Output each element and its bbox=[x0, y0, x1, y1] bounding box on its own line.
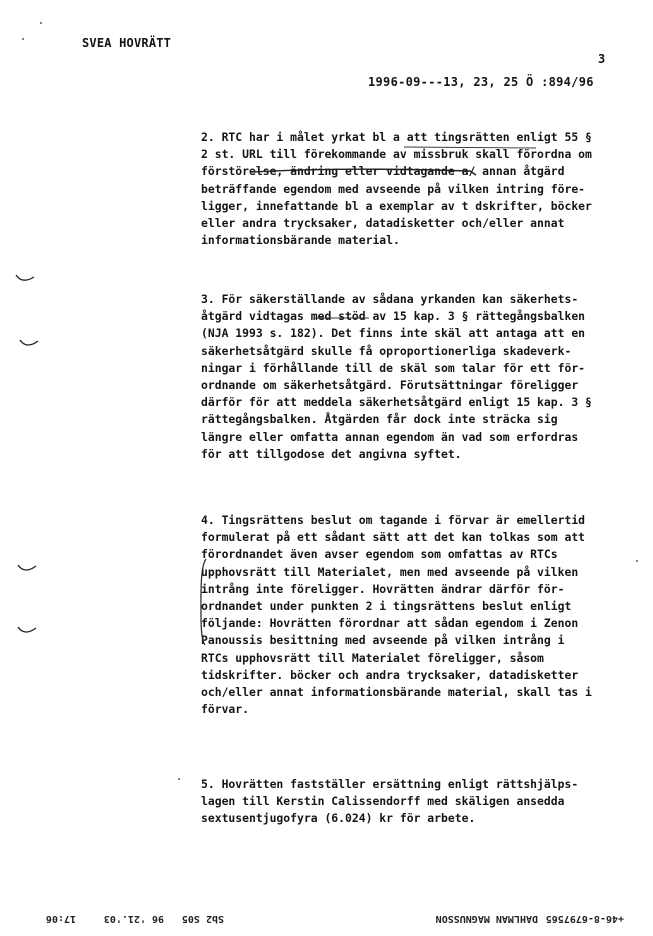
scan-speck bbox=[40, 22, 42, 24]
paragraph-line: säkerhetsåtgärd skulle få oproportionerliga skadeverk- bbox=[201, 343, 572, 358]
paragraph-line: ordnande om säkerhetsåtgärd. Förutsättningar föreligger bbox=[201, 378, 579, 393]
paragraph-4 bbox=[201, 512, 621, 718]
fax-header-footer bbox=[24, 908, 624, 924]
paragraph-line: 4. Tingsrättens beslut om tagande i förvar är emellertid bbox=[201, 513, 586, 527]
paragraph-line: därför för att meddela säkerhetsåtgärd enligt 15 kap. 3 § bbox=[201, 395, 592, 410]
paragraph-line: följande: Hovrätten förordnar att sådan egendom i Zenon bbox=[201, 616, 579, 631]
handwritten-underline bbox=[250, 162, 480, 182]
scan-speck bbox=[22, 38, 24, 40]
paragraph-line: förvar. bbox=[201, 702, 250, 717]
paragraph-line: längre eller omfatta annan egendom än vad som erfordras bbox=[201, 429, 579, 444]
paragraph-line: ordnandet under punkten 2 i tingsrättens beslut enligt bbox=[201, 599, 572, 614]
paragraph-line: 2 st. URL till förekommande av missbruk skall förordna om bbox=[201, 147, 592, 162]
paragraph-line: beträffande egendom med avseende på vilken intring före- bbox=[201, 181, 586, 196]
paragraph-line: RTCs upphovsrätt till Materialet föreligger, såsom bbox=[201, 650, 544, 665]
handwritten-underline bbox=[402, 142, 542, 152]
paragraph-line: (NJA 1993 s. 182). Det finns inte skäl att antaga att en bbox=[201, 326, 586, 341]
paragraph-line: upphovsrätt till Materialet, men med avseende på vilken bbox=[201, 564, 579, 579]
paragraph-3 bbox=[201, 291, 621, 463]
paragraph-line: 3. För säkerställande av sådana yrkanden kan säkerhets- bbox=[201, 292, 579, 306]
paragraph-line: Panoussis besittning med avseende på vilken intrång i bbox=[201, 633, 565, 648]
fax-pages: Sb2 S05 bbox=[181, 913, 224, 924]
paragraph-line: förstörelse, ändring eller vidtagande a/ annan åtgärd bbox=[201, 164, 565, 179]
check-mark-icon bbox=[18, 337, 40, 349]
check-mark-icon bbox=[16, 624, 38, 636]
paragraph-line: åtgärd vidtagas med stöd av 15 kap. 3 § rättegångsbalken bbox=[201, 309, 586, 324]
fax-time: 17:06 bbox=[45, 913, 76, 924]
paragraph-line: och/eller annat informationsbärande material, skall tas i bbox=[201, 685, 592, 700]
paragraph-line: förordnandet även avser egendom som omfattas av RTCs bbox=[201, 547, 558, 562]
case-reference: 1996-09---13, 23, 25 Ö :894/96 bbox=[368, 75, 594, 89]
paragraph-line: 2. RTC har i målet yrkat bl a att tingsrätten enligt 55 § bbox=[201, 130, 592, 144]
paragraph-line: sextusentjugofyra (6.024) kr för arbete. bbox=[201, 811, 476, 826]
paragraph-line: för att tillgodose det angivna syftet. bbox=[201, 446, 462, 461]
check-mark-icon bbox=[16, 562, 38, 574]
paragraph-5 bbox=[201, 776, 621, 828]
paragraph-line: rättegångsbalken. Åtgärden får dock inte sträcka sig bbox=[201, 412, 558, 427]
fax-firm: DAHLMAN MAGNUSSON bbox=[435, 913, 538, 924]
paragraph-line: ningar i förhållande till de skäl som talar för ett för- bbox=[201, 360, 586, 375]
paragraph-line: eller andra trycksaker, datadisketter och/eller annat bbox=[201, 216, 565, 231]
fax-phone: +46-8-6797565 bbox=[545, 913, 624, 924]
paragraph-line: intrång inte föreligger. Hovrätten ändrar därför för- bbox=[201, 581, 565, 596]
check-mark-icon bbox=[14, 272, 36, 284]
court-name: SVEA HOVRÄTT bbox=[82, 36, 172, 50]
scan-speck bbox=[178, 778, 180, 780]
paragraph-line: ligger, innefattande bl a exemplar av t dskrifter, böcker bbox=[201, 198, 592, 213]
margin-bracket bbox=[197, 557, 209, 647]
paragraph-line: 5. Hovrätten fastställer ersättning enligt rättshjälps- bbox=[201, 777, 579, 791]
paragraph-line: lagen till Kerstin Calissendorff med skäligen ansedda bbox=[201, 794, 565, 809]
paragraph-line: informationsbärande material. bbox=[201, 233, 400, 248]
page-number: 3 bbox=[598, 52, 606, 66]
scan-speck bbox=[636, 560, 638, 562]
handwritten-underline bbox=[313, 313, 373, 323]
paragraph-line: formulerat på ett sådant sätt att det kan tolkas som att bbox=[201, 530, 586, 545]
fax-date: 96 '21.'03 bbox=[103, 913, 164, 924]
paragraph-line: tidskrifter. böcker och andra trycksaker, datadisketter bbox=[201, 667, 579, 682]
